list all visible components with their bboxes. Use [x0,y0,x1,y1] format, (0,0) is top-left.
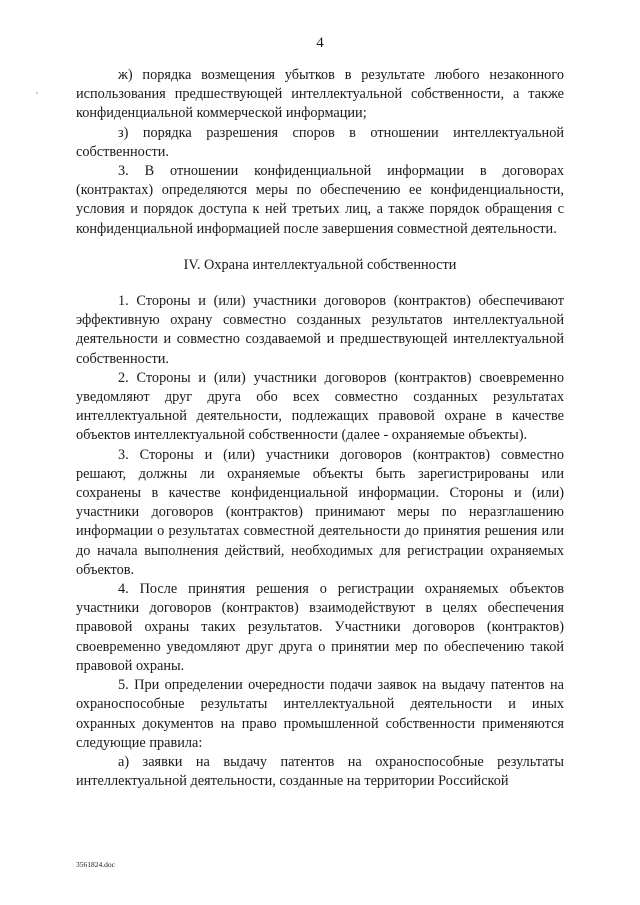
section-paragraph-5: 5. При определении очередности подачи заявок на выдачу патентов на охраноспособные результаты интеллектуальной деятельности и иных охранных документов на право промышленной собственности применяются следующие правила: [76,677,564,751]
section-paragraph-2: 2. Стороны и (или) участники договоров (контрактов) своевременно уведомляют друг друга обо всех совместно созданных результатах интеллектуальной деятельности, подлежащих правовой охране в качестве объектов интеллектуальной собственности (далее - охраняемые объекты). [76,369,564,444]
page-number: 4 [316,35,324,51]
section-paragraph-5a: а) заявки на выдачу патентов на охраноспособные результаты интеллектуальной деятельности, созданные на территории Российской [76,753,564,790]
paragraph-zh: ж) порядка возмещения убытков в результате любого незаконного использования предшествующей интеллектуальной собственности, а также конфиденциальной коммерческой информации; [76,67,564,122]
section-paragraph-4: 4. После принятия решения о регистрации охраняемых объектов участники договоров (контрактов) взаимодействуют в целях обеспечения правовой охраны таких результатов. Участники договоров (контрактов) своевременно уведомляют друг друга о принятии мер по обеспечению такой правовой охраны. [76,581,564,674]
footer-filename: 3561824.doc [76,860,115,869]
paragraph-3-confidential: 3. В отношении конфиденциальной информации в договорах (контрактах) определяются меры по обеспечению ее конфиденциальности, условия и порядок доступа к ней третьих лиц, а также порядок обращения с конфиденциальной информацией после завершения совместной деятельности. [76,163,564,237]
paragraph-z: з) порядка разрешения споров в отношении интеллектуальной собственности. [76,124,564,160]
section-paragraph-1: 1. Стороны и (или) участники договоров (контрактов) обеспечивают эффективную охрану совместно созданных результатов интеллектуальной деятельности и совместно создаваемой и предшествующей интеллектуальной собственности. [76,293,564,367]
section-heading: IV. Охрана интеллектуальной собственности [183,256,457,273]
document-body [76,66,564,791]
section-paragraph-3: 3. Стороны и (или) участники договоров (контрактов) совместно решают, должны ли охраняемые объекты быть зарегистрированы или сохранены в качестве конфиденциальной информации. Стороны и (или) участники договоров (контрактов) принимают меры по неразглашению информации о результатах совместной деятельности до принятия решения или до начала выполнения действий, необходимых для регистрации охраняемых объектов. [76,446,564,578]
scan-artifact [36,92,38,94]
